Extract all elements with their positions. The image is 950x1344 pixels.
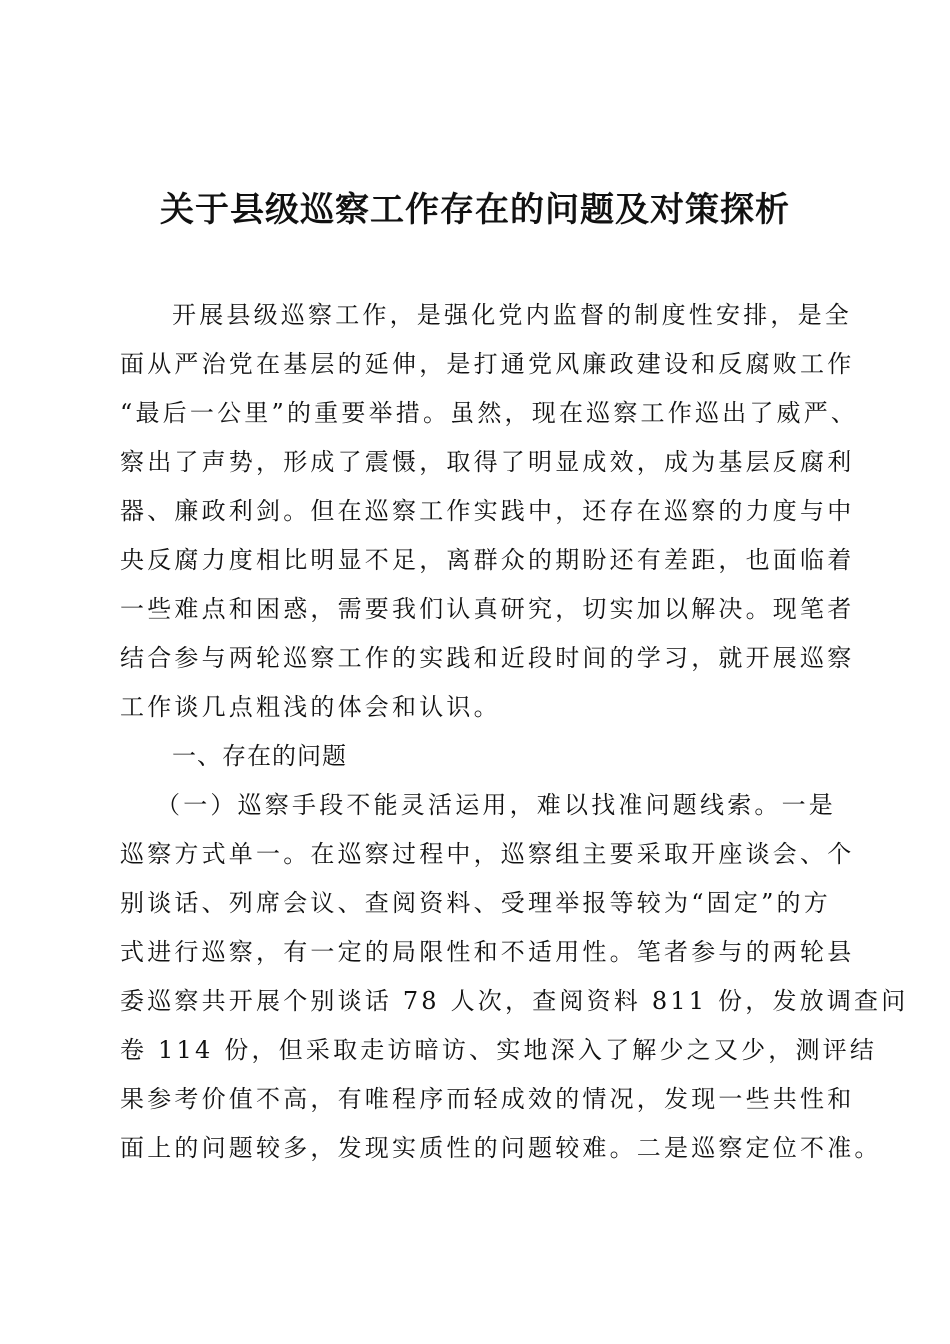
- paragraph-line: 式进行巡察，有一定的局限性和不适用性。笔者参与的两轮县: [120, 938, 855, 966]
- document-title: 关于县级巡察工作存在的问题及对策探析: [160, 190, 790, 230]
- paragraph-line: 巡察方式单一。在巡察过程中，巡察组主要采取开座谈会、个: [120, 840, 855, 868]
- paragraph-line: 别谈话、列席会议、查阅资料、受理举报等较为“固定”的方: [120, 889, 831, 917]
- paragraph-line: （一）巡察手段不能灵活运用，难以找准问题线索。一是: [156, 791, 836, 819]
- section-heading: 一、存在的问题: [172, 742, 347, 770]
- document-body: [120, 291, 909, 1173]
- paragraph-line: 工作谈几点粗浅的体会和认识。: [120, 693, 501, 721]
- paragraph-line: 卷 114 份，但采取走访暗访、实地深入了解少之又少，测评结: [120, 1036, 878, 1064]
- paragraph-line: 果参考价值不高，有唯程序而轻成效的情况，发现一些共性和: [120, 1085, 855, 1113]
- paragraph-line: 察出了声势，形成了震慑，取得了明显成效，成为基层反腐利: [120, 448, 855, 476]
- paragraph-line: 器、廉政利剑。但在巡察工作实践中，还存在巡察的力度与中: [120, 497, 855, 525]
- paragraph-line: 央反腐力度相比明显不足，离群众的期盼还有差距，也面临着: [120, 546, 855, 574]
- paragraph-line: 开展县级巡察工作，是强化党内监督的制度性安排，是全: [172, 301, 852, 329]
- paragraph-line: 委巡察共开展个别谈话 78 人次，查阅资料 811 份，发放调查问: [120, 987, 909, 1015]
- paragraph-line: “最后一公里”的重要举措。虽然，现在巡察工作巡出了威严、: [120, 399, 859, 427]
- paragraph-line: 结合参与两轮巡察工作的实践和近段时间的学习，就开展巡察: [120, 644, 855, 672]
- paragraph-line: 面从严治党在基层的延伸，是打通党风廉政建设和反腐败工作: [120, 350, 855, 378]
- paragraph-line: 一些难点和困惑，需要我们认真研究，切实加以解决。现笔者: [120, 595, 855, 623]
- paragraph-line: 面上的问题较多，发现实质性的问题较难。二是巡察定位不准。: [120, 1134, 882, 1162]
